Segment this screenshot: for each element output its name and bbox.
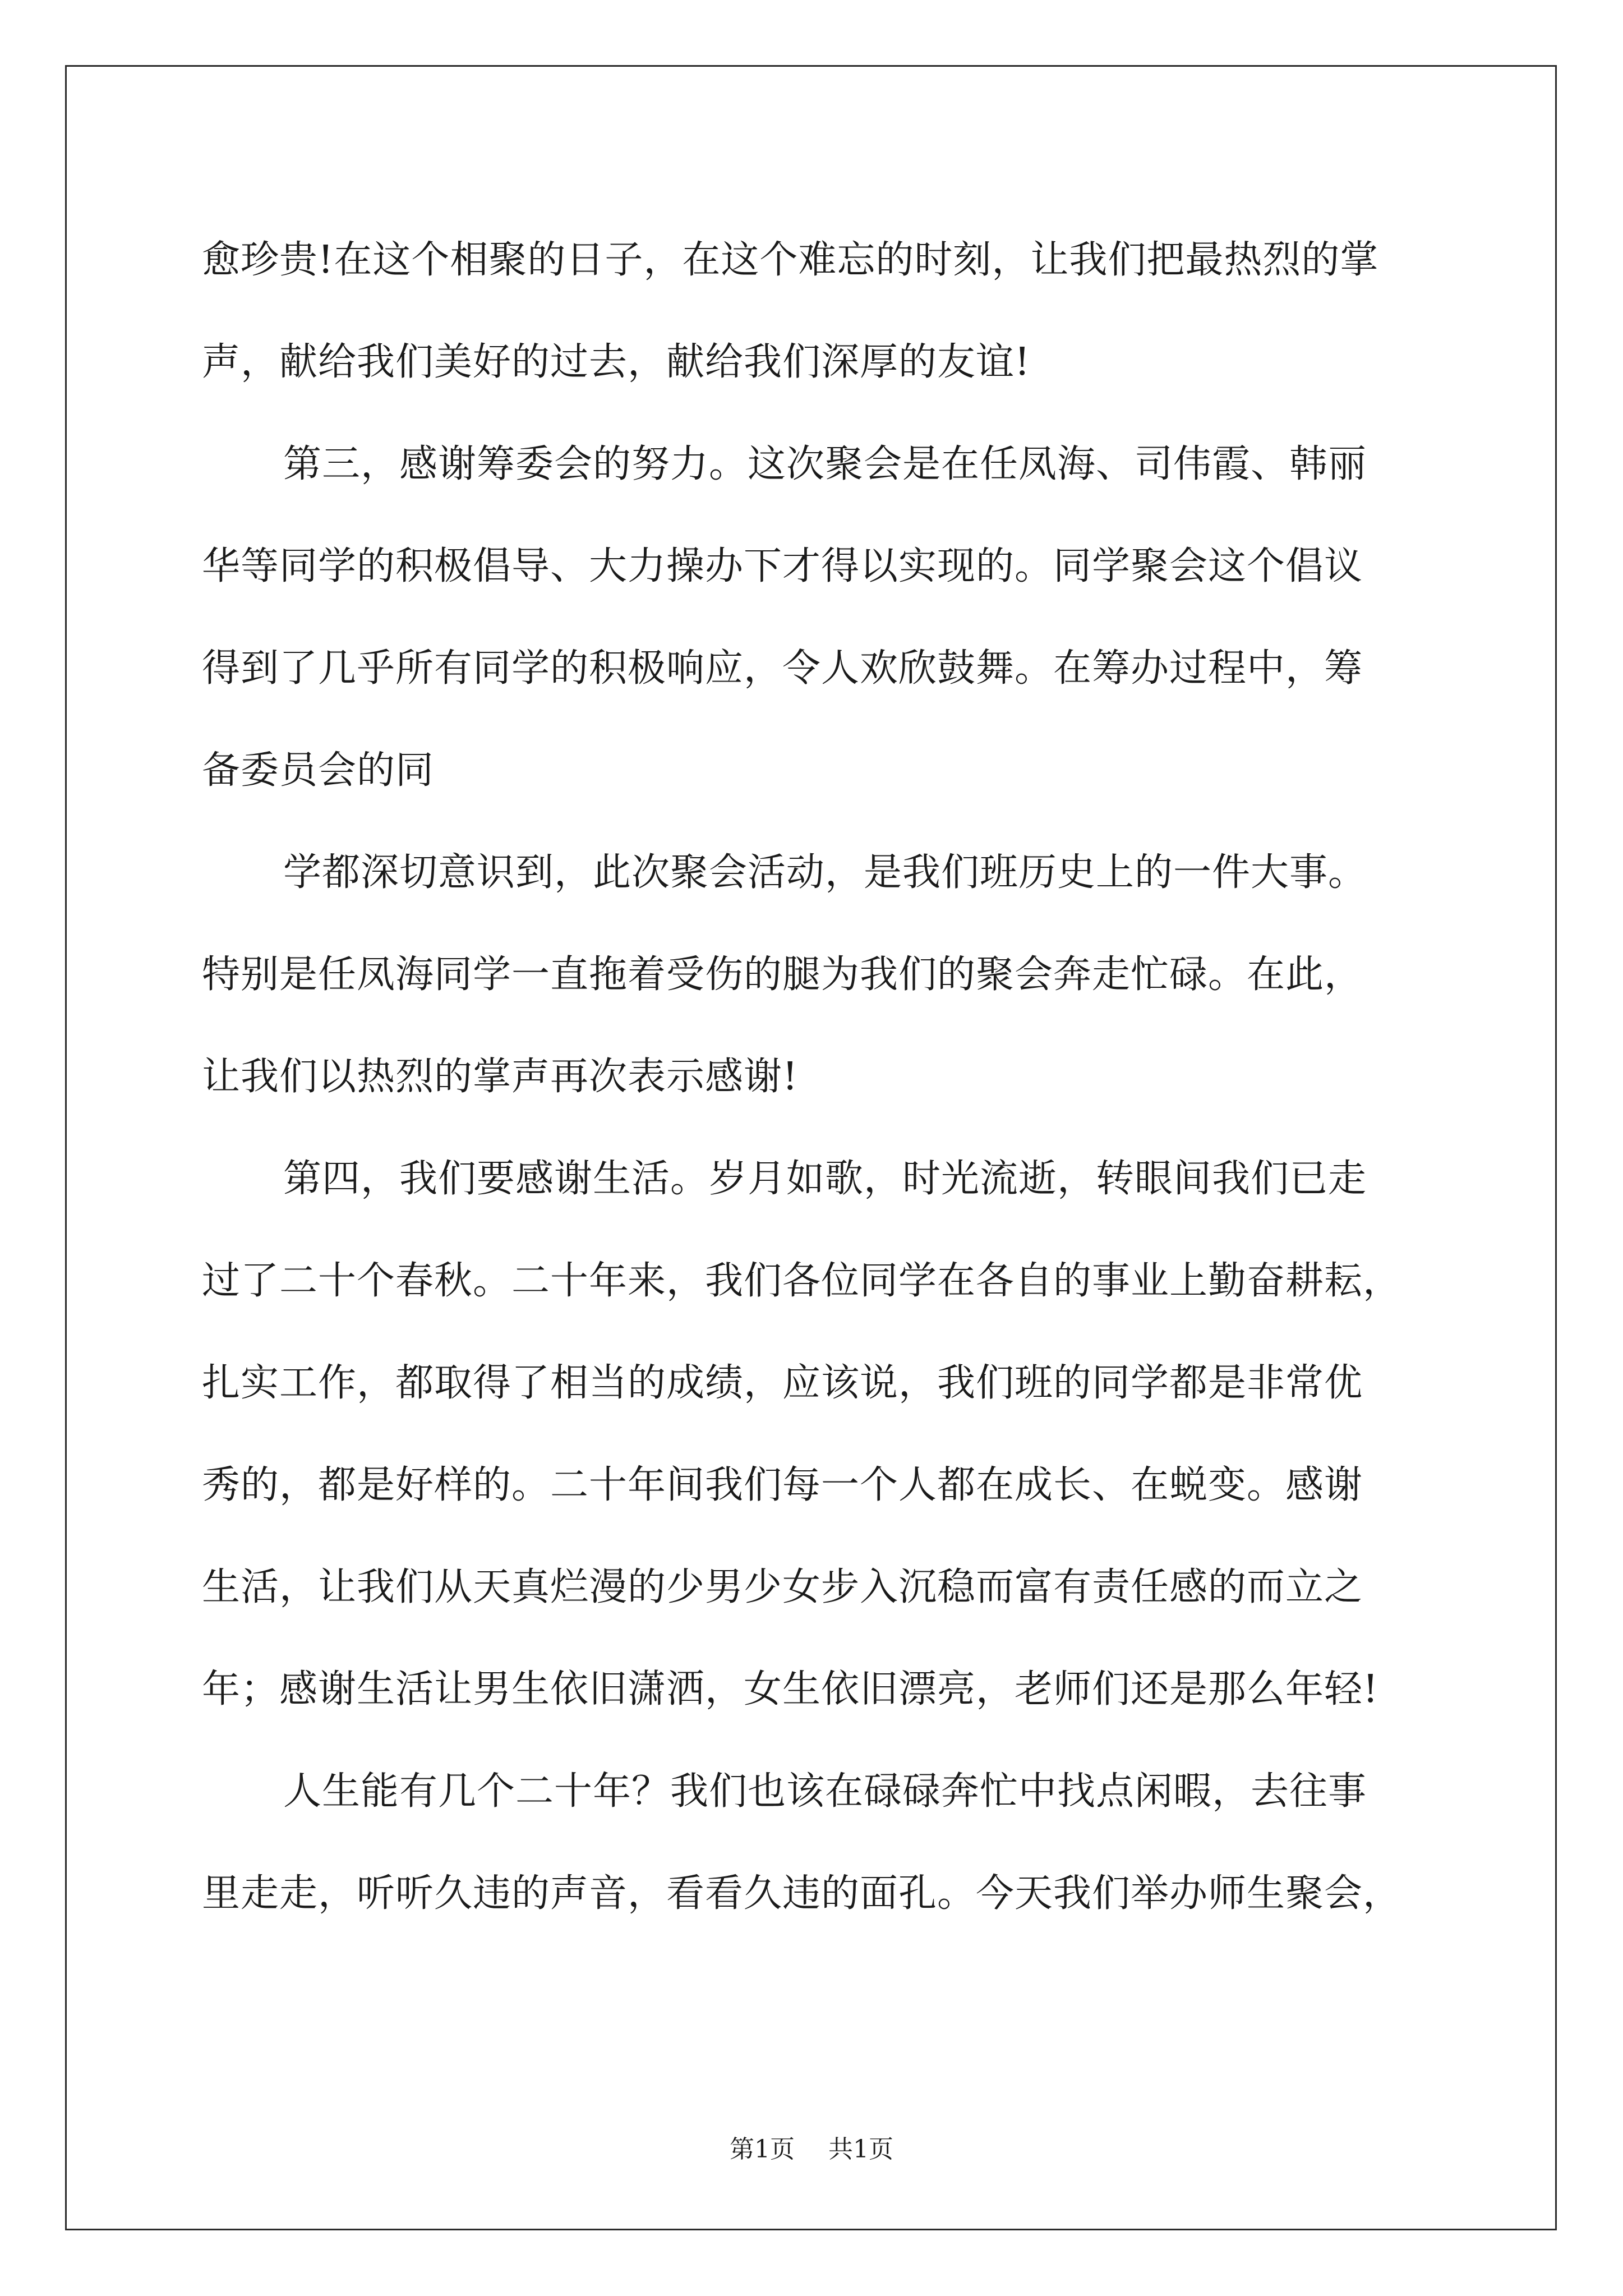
page-footer (0, 2129, 1623, 2165)
document-body (202, 209, 1424, 1945)
text-line: 让我们以热烈的掌声再次表示感谢! (202, 1055, 799, 1099)
text-line: 第三，感谢筹委会的努力。这次聚会是在任凤海、司伟霞、韩丽 (283, 442, 1367, 486)
text-line: 年；感谢生活让男生依旧潇洒，女生依旧漂亮，老师们还是那么年轻! (202, 1667, 1379, 1711)
text-line: 秀的，都是好样的。二十年间我们每一个人都在成长、在蜕变。感谢 (202, 1463, 1363, 1507)
text-line: 生活，让我们从天真烂漫的少男少女步入沉稳而富有责任感的而立之 (202, 1565, 1363, 1609)
text-line: 人生能有几个二十年？我们也该在碌碌奔忙中找点闲暇，去往事 (283, 1769, 1367, 1814)
text-line: 学都深切意识到，此次聚会活动，是我们班历史上的一件大事。 (283, 850, 1367, 895)
text-line: 里走走，听听久违的声音，看看久违的面孔。今天我们举办师生聚会， (202, 1871, 1402, 1916)
text-line: 备委员会的同 (202, 748, 435, 793)
text-line: 愈珍贵!在这个相聚的日子，在这个难忘的时刻，让我们把最热烈的掌 (202, 238, 1379, 282)
text-line: 过了二十个春秋。二十年来，我们各位同学在各自的事业上勤奋耕耘， (202, 1259, 1402, 1303)
text-line: 华等同学的积极倡导、大力操办下才得以实现的。同学聚会这个倡议 (202, 544, 1363, 588)
text-line: 声，献给我们美好的过去，献给我们深厚的友谊! (202, 340, 1031, 384)
text-line: 第四，我们要感谢生活。岁月如歌，时光流逝，转眼间我们已走 (283, 1157, 1367, 1201)
text-line: 特别是任凤海同学一直拖着受伤的腿为我们的聚会奔走忙碌。在此， (202, 953, 1363, 997)
text-line: 得到了几乎所有同学的积极响应，令人欢欣鼓舞。在筹办过程中，筹 (202, 646, 1363, 691)
page-total: 共1页 (828, 2135, 893, 2164)
text-line: 扎实工作，都取得了相当的成绩，应该说，我们班的同学都是非常优 (202, 1361, 1363, 1405)
page-number: 第1页 (730, 2135, 795, 2164)
